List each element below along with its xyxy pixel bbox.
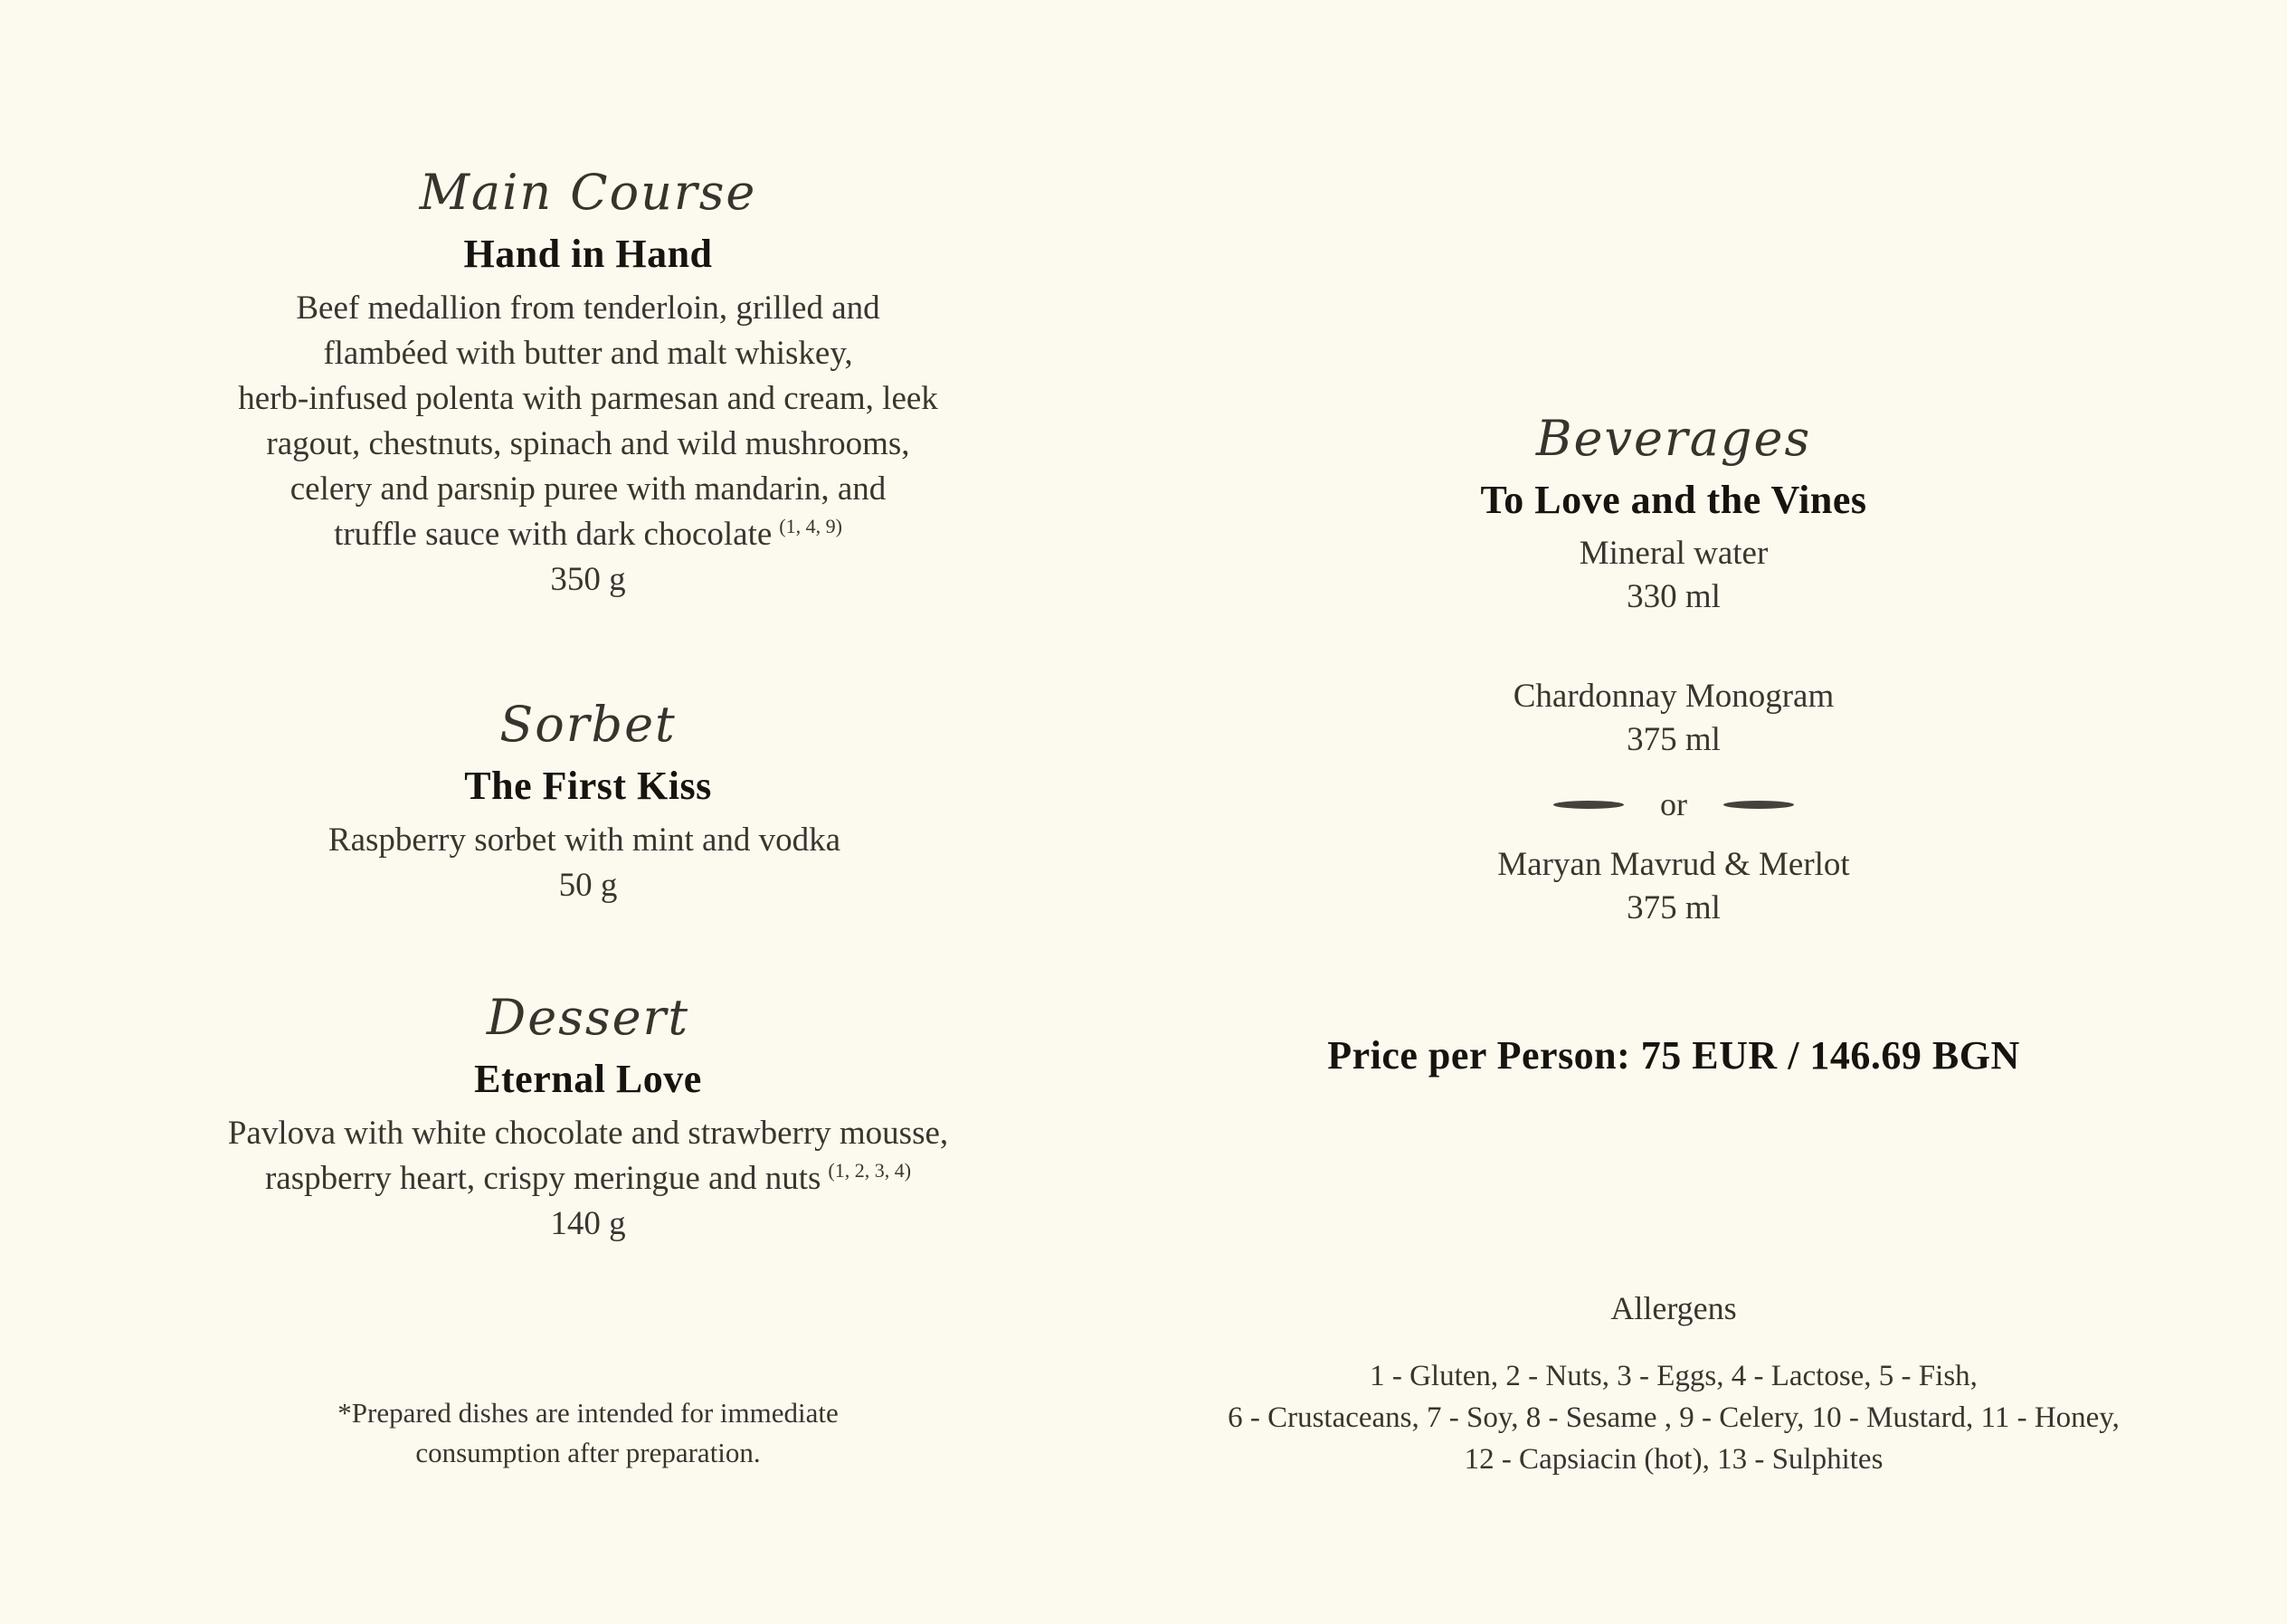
beverage-name: Mineral water	[1579, 535, 1769, 572]
price-section	[1221, 1031, 2126, 1080]
beverage-volume: 330 ml	[1627, 578, 1721, 615]
beverage-volume: 375 ml	[1627, 721, 1721, 758]
description-line: Pavlova with white chocolate and strawberry mousse,	[227, 1115, 949, 1152]
allergen-line: 6 - Crustaceans, 7 - Soy, 8 - Sesame , 9 - Celery, 10 - Mustard, 11 - Honey,	[1228, 1401, 2120, 1434]
beverage-item-white-wine	[1221, 675, 2126, 762]
description-line	[136, 1156, 1040, 1201]
dish-title-first-kiss: The First Kiss	[464, 764, 712, 808]
beverage-name: Maryan Mavrud & Merlot	[1497, 846, 1850, 883]
footnote-line: consumption after preparation.	[415, 1437, 761, 1468]
description-line: flambéed with butter and malt whiskey,	[323, 335, 853, 372]
section-main-course	[136, 163, 1040, 603]
section-dessert	[136, 988, 1040, 1247]
dish-description-dessert	[136, 1111, 1040, 1201]
allergens-section	[1221, 1287, 2126, 1480]
category-heading-beverages: Beverages	[1535, 410, 1812, 467]
category-heading-main-course: Main Course	[419, 164, 757, 221]
left-column	[136, 0, 1040, 1624]
divider-dash-icon	[1553, 801, 1624, 809]
beverage-item-water	[1221, 532, 2126, 619]
description-line: herb-infused polenta with parmesan and cream, leek	[238, 380, 938, 417]
dish-title-hand-in-hand: Hand in Hand	[463, 232, 713, 276]
allergens-title: Allergens	[1610, 1290, 1737, 1326]
category-heading-sorbet: Sorbet	[499, 696, 677, 753]
allergen-refs: (1, 4, 9)	[779, 514, 842, 537]
description-text: raspberry heart, crispy meringue and nuts	[264, 1160, 821, 1197]
portion-main-course: 350 g	[550, 561, 626, 598]
portion-sorbet: 50 g	[558, 867, 618, 904]
description-line: Beef medallion from tenderloin, grilled and	[296, 290, 880, 327]
category-heading-dessert: Dessert	[486, 989, 690, 1046]
price-per-person: Price per Person: 75 EUR / 146.69 BGN	[1327, 1033, 2020, 1078]
or-label: or	[1660, 786, 1687, 822]
allergen-line: 12 - Capsiacin (hot), 13 - Sulphites	[1464, 1443, 1884, 1476]
description-line: ragout, chestnuts, spinach and wild mushrooms,	[266, 425, 910, 462]
dish-title-eternal-love: Eternal Love	[474, 1057, 702, 1101]
preparation-footnote	[136, 1393, 1040, 1473]
description-line	[136, 512, 1040, 557]
right-column	[1221, 0, 2126, 1624]
dish-description-main-course	[136, 286, 1040, 557]
dish-description-sorbet	[136, 818, 1040, 863]
divider-dash-icon	[1723, 801, 1794, 809]
beverage-item-red-wine	[1221, 843, 2126, 930]
beverages-title: To Love and the Vines	[1480, 478, 1867, 522]
portion-dessert: 140 g	[550, 1205, 626, 1242]
footnote-line: *Prepared dishes are intended for immediate	[337, 1397, 839, 1429]
description-line: celery and parsnip puree with mandarin, and	[289, 470, 887, 508]
section-beverages	[1221, 409, 2126, 930]
description-text: Raspberry sorbet with mint and vodka	[327, 821, 841, 859]
spacer	[1221, 619, 2126, 675]
or-divider	[1221, 785, 2126, 823]
section-sorbet	[136, 695, 1040, 908]
beverage-name: Chardonnay Monogram	[1513, 678, 1835, 715]
allergen-line: 1 - Gluten, 2 - Nuts, 3 - Eggs, 4 - Lactose, 5 - Fish,	[1370, 1360, 1978, 1392]
allergen-refs: (1, 2, 3, 4)	[828, 1158, 912, 1182]
beverage-volume: 375 ml	[1627, 889, 1721, 926]
description-text: truffle sauce with dark chocolate	[334, 516, 773, 553]
description-line	[136, 818, 1040, 863]
